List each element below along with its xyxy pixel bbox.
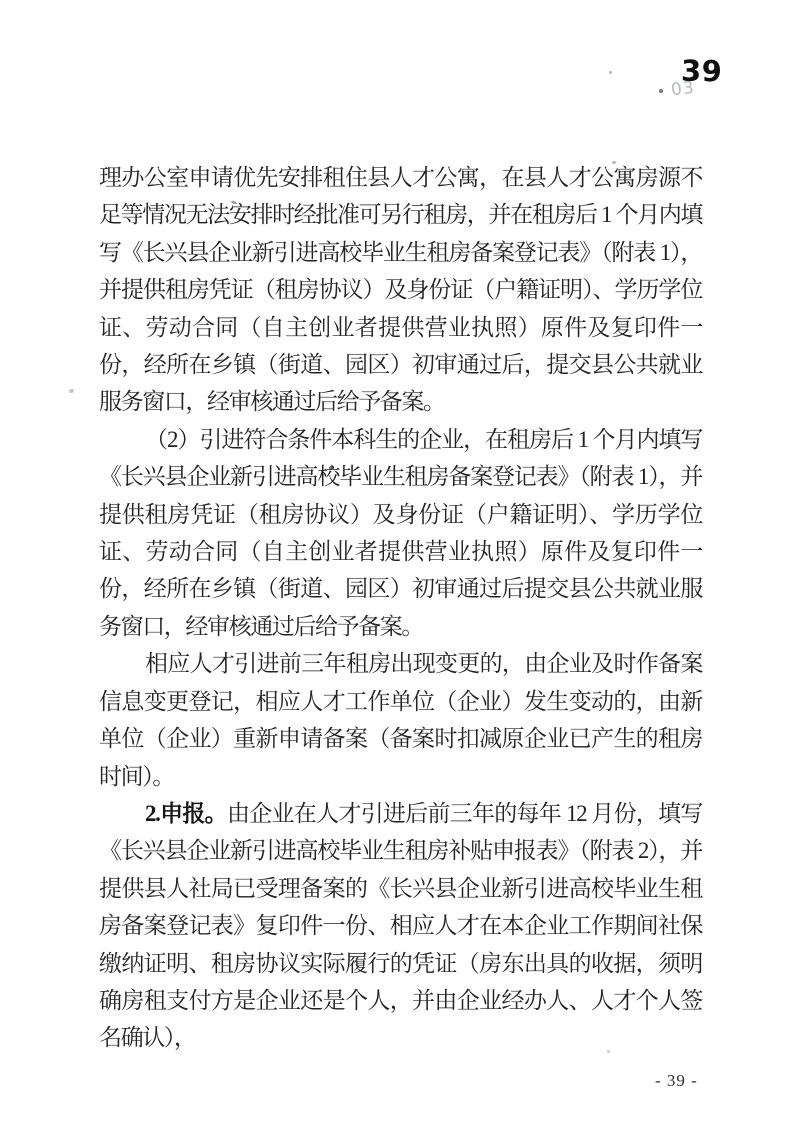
paragraph-text: 相应人才引进前三年租房出现变更的，由企业及时作备案信息变更登记，相应人才工作单位（企业）发生变动的，由新单位（企业）重新申请备案（备案时扣减原企业已产生的租房时间）。 [99, 651, 702, 789]
paragraph-continuation [99, 159, 702, 421]
paragraph-text: 由企业在人才引进后前三年的每年 12 月份，填写《长兴县企业新引进高校毕业生租房补贴申报表》（附表 2），并提供县人社局已受理备案的《长兴县企业新引进高校毕业生租房备案登记表》复印件一份、相应人才在本企业工作期间社保缴纳证明、租房协议实际履行的凭证（房东出具的收据，须明确房租支付方是企业还是个人，并由企业经办人、人才个人签名确认）， [99, 800, 702, 1051]
paragraph-item-2 [99, 421, 702, 645]
document-body [99, 159, 702, 1057]
paragraph-bold-lead: 2.申报。 [145, 800, 227, 826]
paragraph-change-registration [99, 645, 702, 795]
footer-page-number: - 39 - [655, 1071, 698, 1087]
paragraph-text: 理办公室申请优先安排租住县人才公寓，在县人才公寓房源不足等情况无法安排时经批准可另行租房，并在租房后 1 个月内填写《长兴县企业新引进高校毕业生租房备案登记表》（附表 1），并提供租房凭证（租房协议）及身份证（户籍证明）、学历学位证、劳动合同（自主创业者提供营业执照）原件及复印件一份，经所在乡镇（街道、园区）初审通过后，提交县公共就业服务窗口，经审核通过后给予备案。 [99, 165, 702, 415]
scan-speck [68, 388, 74, 394]
scan-speck [659, 89, 663, 93]
corner-page-stamp: 39 [680, 53, 723, 89]
paragraph-text: （2）引进符合条件本科生的企业，在租房后 1 个月内填写《长兴县企业新引进高校毕业生租房备案登记表》（附表 1），并提供租房凭证（租房协议）及身份证（户籍证明）、学历学位证、劳动合同（自主创业者提供营业执照）原件及复印件一份，经所在乡镇（街道、园区）初审通过后提交县公共就业服务窗口，经审核通过后给予备案。 [99, 426, 702, 639]
corner-stamp-ghost-mark: 03 [670, 77, 696, 101]
scan-speck [609, 71, 612, 74]
paragraph-declaration [99, 795, 702, 1057]
